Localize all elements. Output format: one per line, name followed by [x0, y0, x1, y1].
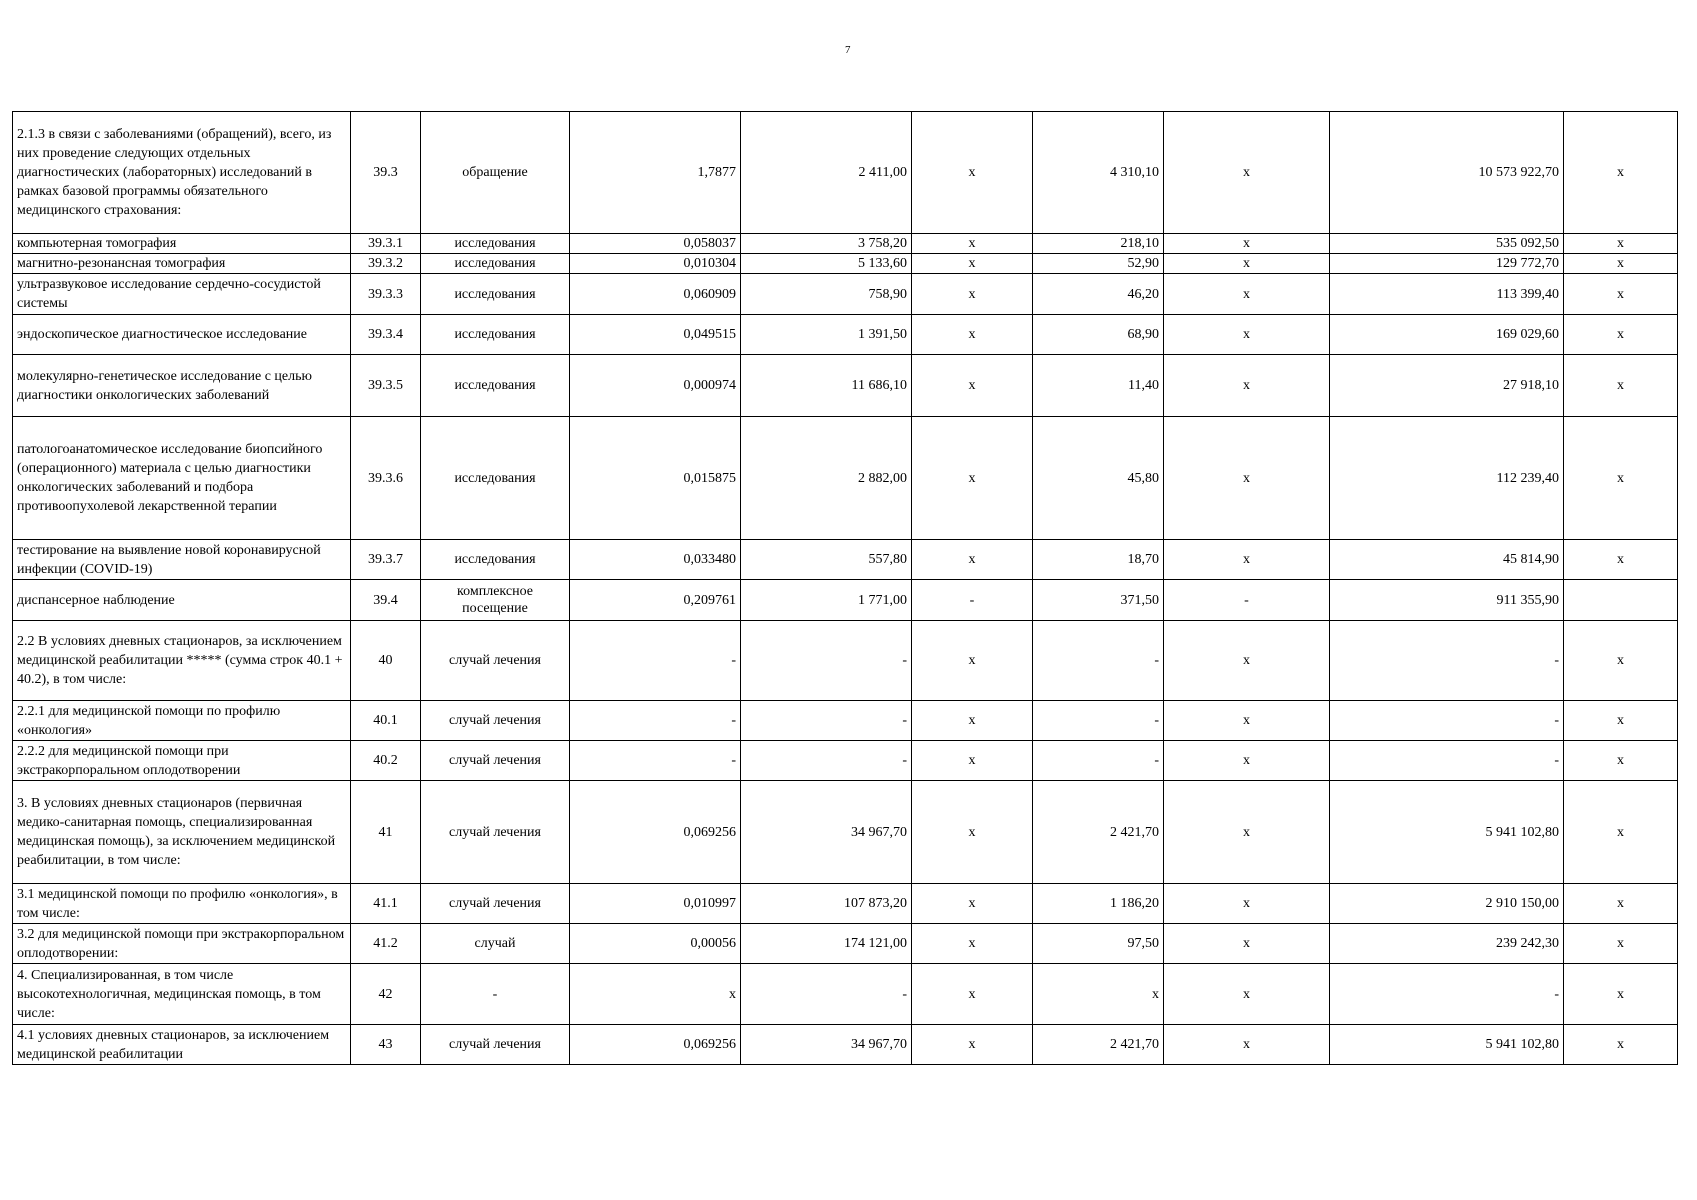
- share-cell: x: [1564, 355, 1678, 417]
- unit-cell: случай лечения: [421, 701, 570, 741]
- service-name-cell: тестирование на выявление новой коронавирусной инфекции (COVID-19): [13, 540, 351, 580]
- service-name-cell: магнитно-резонансная томография: [13, 254, 351, 274]
- budget-per-capita-cell: x: [912, 884, 1033, 924]
- service-name-cell: 2.2.1 для медицинской помощи по профилю «онкология»: [13, 701, 351, 741]
- service-name-cell: патологоанатомическое исследование биопсийного (операционного) материала с целью диагностики онкологических заболеваний и подбора противоопухолевой лекарственной терапии: [13, 417, 351, 540]
- volume-norm-cell: 0,060909: [570, 274, 741, 315]
- unit-cell: комплексное посещение: [421, 580, 570, 621]
- cost-norm-cell: -: [741, 701, 912, 741]
- share-cell: x: [1564, 701, 1678, 741]
- service-name-cell: 2.2.2 для медицинской помощи при экстракорпоральном оплодотворении: [13, 741, 351, 781]
- share-cell: x: [1564, 781, 1678, 884]
- cost-norm-cell: 3 758,20: [741, 234, 912, 254]
- oms-per-capita-cell: 218,10: [1033, 234, 1164, 254]
- table-row: [13, 781, 1678, 884]
- volume-norm-cell: -: [570, 701, 741, 741]
- budget-total-cell: x: [1164, 254, 1330, 274]
- table-row: [13, 417, 1678, 540]
- share-cell: x: [1564, 741, 1678, 781]
- budget-per-capita-cell: x: [912, 315, 1033, 355]
- share-cell: x: [1564, 315, 1678, 355]
- row-code-cell: 41.2: [351, 924, 421, 964]
- budget-total-cell: x: [1164, 234, 1330, 254]
- row-code-cell: 42: [351, 964, 421, 1025]
- oms-per-capita-cell: 1 186,20: [1033, 884, 1164, 924]
- oms-total-cell: 2 910 150,00: [1330, 884, 1564, 924]
- budget-per-capita-cell: x: [912, 701, 1033, 741]
- budget-per-capita-cell: x: [912, 964, 1033, 1025]
- budget-total-cell: x: [1164, 417, 1330, 540]
- cost-norm-cell: -: [741, 741, 912, 781]
- oms-total-cell: 112 239,40: [1330, 417, 1564, 540]
- row-code-cell: 40.2: [351, 741, 421, 781]
- table-row: [13, 355, 1678, 417]
- oms-per-capita-cell: -: [1033, 701, 1164, 741]
- table-row: [13, 1025, 1678, 1065]
- share-cell: [1564, 580, 1678, 621]
- oms-total-cell: -: [1330, 964, 1564, 1025]
- row-code-cell: 39.3.4: [351, 315, 421, 355]
- budget-per-capita-cell: x: [912, 254, 1033, 274]
- row-code-cell: 41: [351, 781, 421, 884]
- cost-norm-cell: 1 771,00: [741, 580, 912, 621]
- oms-total-cell: -: [1330, 621, 1564, 701]
- budget-total-cell: x: [1164, 112, 1330, 234]
- cost-norm-cell: 11 686,10: [741, 355, 912, 417]
- row-code-cell: 39.3.2: [351, 254, 421, 274]
- budget-per-capita-cell: x: [912, 1025, 1033, 1065]
- oms-per-capita-cell: 371,50: [1033, 580, 1164, 621]
- table-row: [13, 924, 1678, 964]
- table-row: [13, 621, 1678, 701]
- budget-per-capita-cell: x: [912, 924, 1033, 964]
- volume-norm-cell: 0,069256: [570, 1025, 741, 1065]
- table-row: [13, 884, 1678, 924]
- unit-cell: случай: [421, 924, 570, 964]
- service-name-cell: ультразвуковое исследование сердечно-сосудистой системы: [13, 274, 351, 315]
- table-row: [13, 540, 1678, 580]
- oms-total-cell: 911 355,90: [1330, 580, 1564, 621]
- share-cell: x: [1564, 964, 1678, 1025]
- oms-total-cell: 113 399,40: [1330, 274, 1564, 315]
- share-cell: x: [1564, 884, 1678, 924]
- budget-per-capita-cell: x: [912, 274, 1033, 315]
- service-name-cell: 2.2 В условиях дневных стационаров, за исключением медицинской реабилитации ***** (сумма строк 40.1 + 40.2), в том числе:: [13, 621, 351, 701]
- volume-norm-cell: -: [570, 621, 741, 701]
- oms-total-cell: 10 573 922,70: [1330, 112, 1564, 234]
- service-name-cell: молекулярно-генетическое исследование с целью диагностики онкологических заболеваний: [13, 355, 351, 417]
- unit-cell: случай лечения: [421, 621, 570, 701]
- share-cell: x: [1564, 621, 1678, 701]
- service-name-cell: 3.2 для медицинской помощи при экстракорпоральном оплодотворении:: [13, 924, 351, 964]
- budget-per-capita-cell: x: [912, 621, 1033, 701]
- cost-norm-cell: 758,90: [741, 274, 912, 315]
- table-row: [13, 234, 1678, 254]
- row-code-cell: 40: [351, 621, 421, 701]
- oms-per-capita-cell: 11,40: [1033, 355, 1164, 417]
- budget-total-cell: x: [1164, 540, 1330, 580]
- unit-cell: случай лечения: [421, 781, 570, 884]
- row-code-cell: 39.3.7: [351, 540, 421, 580]
- oms-per-capita-cell: 68,90: [1033, 315, 1164, 355]
- budget-total-cell: x: [1164, 741, 1330, 781]
- unit-cell: случай лечения: [421, 1025, 570, 1065]
- budget-total-cell: -: [1164, 580, 1330, 621]
- share-cell: x: [1564, 112, 1678, 234]
- budget-total-cell: x: [1164, 924, 1330, 964]
- budget-total-cell: x: [1164, 621, 1330, 701]
- cost-norm-cell: -: [741, 964, 912, 1025]
- service-name-cell: 3. В условиях дневных стационаров (первичная медико-санитарная помощь, специализированная медицинская помощь), за исключением медицинской реабилитации, в том числе:: [13, 781, 351, 884]
- row-code-cell: 40.1: [351, 701, 421, 741]
- cost-norm-cell: 107 873,20: [741, 884, 912, 924]
- volume-norm-cell: 1,7877: [570, 112, 741, 234]
- service-name-cell: 4.1 условиях дневных стационаров, за исключением медицинской реабилитации: [13, 1025, 351, 1065]
- cost-norm-cell: -: [741, 621, 912, 701]
- table-row: [13, 741, 1678, 781]
- oms-total-cell: 169 029,60: [1330, 315, 1564, 355]
- table-row: [13, 964, 1678, 1025]
- volume-norm-cell: 0,00056: [570, 924, 741, 964]
- oms-per-capita-cell: -: [1033, 741, 1164, 781]
- cost-norm-cell: 2 882,00: [741, 417, 912, 540]
- budget-total-cell: x: [1164, 781, 1330, 884]
- cost-norm-cell: 174 121,00: [741, 924, 912, 964]
- volume-norm-cell: -: [570, 741, 741, 781]
- unit-cell: исследования: [421, 234, 570, 254]
- oms-per-capita-cell: x: [1033, 964, 1164, 1025]
- cost-norm-cell: 34 967,70: [741, 1025, 912, 1065]
- row-code-cell: 39.3.1: [351, 234, 421, 254]
- oms-per-capita-cell: 46,20: [1033, 274, 1164, 315]
- volume-norm-cell: 0,049515: [570, 315, 741, 355]
- table-row: [13, 315, 1678, 355]
- budget-per-capita-cell: x: [912, 112, 1033, 234]
- row-code-cell: 39.4: [351, 580, 421, 621]
- volume-norm-cell: 0,015875: [570, 417, 741, 540]
- row-code-cell: 39.3.3: [351, 274, 421, 315]
- row-code-cell: 39.3: [351, 112, 421, 234]
- oms-per-capita-cell: 2 421,70: [1033, 1025, 1164, 1065]
- budget-per-capita-cell: x: [912, 741, 1033, 781]
- cost-norm-cell: 34 967,70: [741, 781, 912, 884]
- cost-norm-cell: 5 133,60: [741, 254, 912, 274]
- volume-norm-cell: 0,209761: [570, 580, 741, 621]
- table-row: [13, 701, 1678, 741]
- budget-total-cell: x: [1164, 355, 1330, 417]
- oms-total-cell: 129 772,70: [1330, 254, 1564, 274]
- oms-per-capita-cell: -: [1033, 621, 1164, 701]
- oms-total-cell: -: [1330, 741, 1564, 781]
- budget-per-capita-cell: x: [912, 355, 1033, 417]
- share-cell: x: [1564, 234, 1678, 254]
- budget-total-cell: x: [1164, 884, 1330, 924]
- oms-per-capita-cell: 4 310,10: [1033, 112, 1164, 234]
- volume-norm-cell: 0,069256: [570, 781, 741, 884]
- service-name-cell: диспансерное наблюдение: [13, 580, 351, 621]
- volume-norm-cell: 0,033480: [570, 540, 741, 580]
- unit-cell: случай лечения: [421, 741, 570, 781]
- tariff-table: [12, 111, 1678, 1065]
- service-name-cell: эндоскопическое диагностическое исследование: [13, 315, 351, 355]
- volume-norm-cell: x: [570, 964, 741, 1025]
- table-row: [13, 254, 1678, 274]
- oms-per-capita-cell: 45,80: [1033, 417, 1164, 540]
- service-name-cell: компьютерная томография: [13, 234, 351, 254]
- oms-total-cell: 27 918,10: [1330, 355, 1564, 417]
- oms-per-capita-cell: 52,90: [1033, 254, 1164, 274]
- row-code-cell: 39.3.6: [351, 417, 421, 540]
- cost-norm-cell: 2 411,00: [741, 112, 912, 234]
- cost-norm-cell: 1 391,50: [741, 315, 912, 355]
- budget-total-cell: x: [1164, 964, 1330, 1025]
- share-cell: x: [1564, 254, 1678, 274]
- row-code-cell: 39.3.5: [351, 355, 421, 417]
- row-code-cell: 43: [351, 1025, 421, 1065]
- budget-per-capita-cell: x: [912, 540, 1033, 580]
- share-cell: x: [1564, 274, 1678, 315]
- budget-total-cell: x: [1164, 701, 1330, 741]
- oms-total-cell: 45 814,90: [1330, 540, 1564, 580]
- oms-total-cell: 535 092,50: [1330, 234, 1564, 254]
- oms-per-capita-cell: 18,70: [1033, 540, 1164, 580]
- unit-cell: исследования: [421, 274, 570, 315]
- table-body: [13, 112, 1678, 1065]
- unit-cell: исследования: [421, 417, 570, 540]
- share-cell: x: [1564, 417, 1678, 540]
- unit-cell: исследования: [421, 315, 570, 355]
- budget-per-capita-cell: x: [912, 417, 1033, 540]
- page-number: 7: [845, 44, 851, 56]
- service-name-cell: 4. Специализированная, в том числе высокотехнологичная, медицинская помощь, в том числе:: [13, 964, 351, 1025]
- service-name-cell: 2.1.3 в связи с заболеваниями (обращений), всего, из них проведение следующих отдельных диагностических (лабораторных) исследований в рамках базовой программы обязательного медицинского страхования:: [13, 112, 351, 234]
- oms-total-cell: 239 242,30: [1330, 924, 1564, 964]
- table-row: [13, 580, 1678, 621]
- volume-norm-cell: 0,010304: [570, 254, 741, 274]
- budget-per-capita-cell: x: [912, 234, 1033, 254]
- service-name-cell: 3.1 медицинской помощи по профилю «онкология», в том числе:: [13, 884, 351, 924]
- unit-cell: исследования: [421, 540, 570, 580]
- unit-cell: исследования: [421, 355, 570, 417]
- oms-per-capita-cell: 97,50: [1033, 924, 1164, 964]
- oms-per-capita-cell: 2 421,70: [1033, 781, 1164, 884]
- table-row: [13, 112, 1678, 234]
- budget-total-cell: x: [1164, 315, 1330, 355]
- budget-per-capita-cell: x: [912, 781, 1033, 884]
- unit-cell: обращение: [421, 112, 570, 234]
- table-row: [13, 274, 1678, 315]
- unit-cell: исследования: [421, 254, 570, 274]
- unit-cell: случай лечения: [421, 884, 570, 924]
- share-cell: x: [1564, 924, 1678, 964]
- budget-per-capita-cell: -: [912, 580, 1033, 621]
- unit-cell: -: [421, 964, 570, 1025]
- share-cell: x: [1564, 540, 1678, 580]
- budget-total-cell: x: [1164, 1025, 1330, 1065]
- oms-total-cell: 5 941 102,80: [1330, 781, 1564, 884]
- volume-norm-cell: 0,000974: [570, 355, 741, 417]
- cost-norm-cell: 557,80: [741, 540, 912, 580]
- oms-total-cell: -: [1330, 701, 1564, 741]
- budget-total-cell: x: [1164, 274, 1330, 315]
- volume-norm-cell: 0,058037: [570, 234, 741, 254]
- volume-norm-cell: 0,010997: [570, 884, 741, 924]
- share-cell: x: [1564, 1025, 1678, 1065]
- oms-total-cell: 5 941 102,80: [1330, 1025, 1564, 1065]
- row-code-cell: 41.1: [351, 884, 421, 924]
